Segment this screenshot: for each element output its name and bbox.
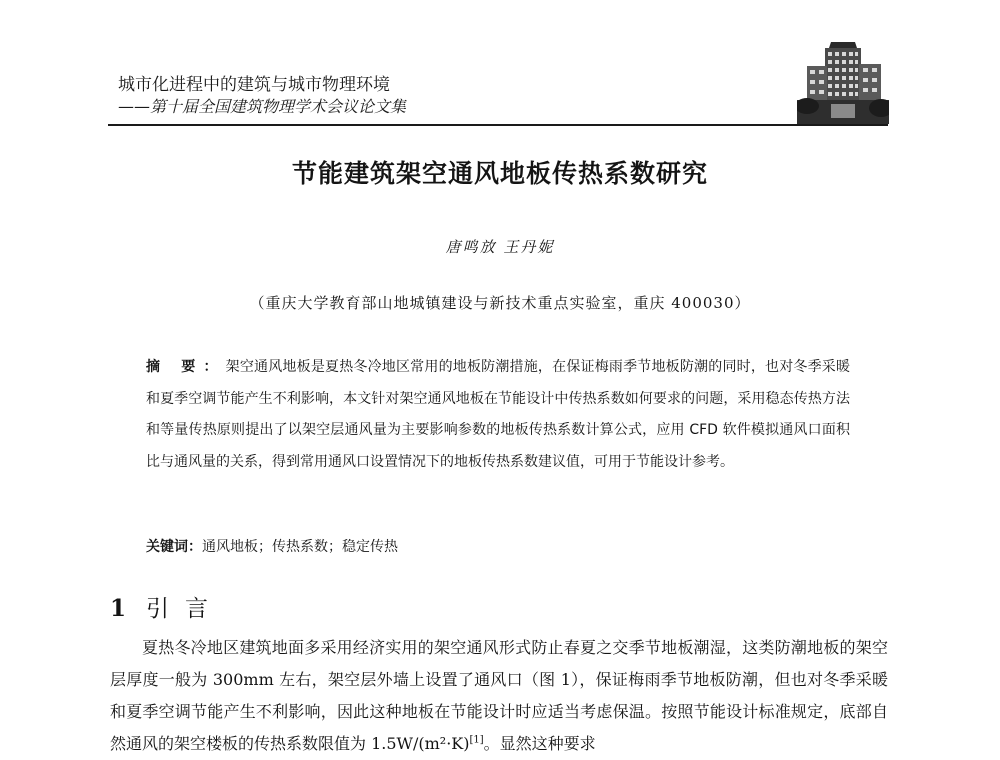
abstract-label: 摘 要： <box>146 359 226 375</box>
section-number: 1 <box>110 595 127 622</box>
paper-title: 节能建筑架空通风地板传热系数研究 <box>291 159 708 188</box>
proceedings-subtitle: ——第十届全国建筑物理学术会议论文集 <box>118 97 407 116</box>
authors: 唐鸣放 王丹妮 <box>445 238 555 256</box>
body-text-continued: 。显然这种要求 <box>483 734 596 753</box>
body-text: 夏热冬冷地区建筑地面多采用经济实用的架空通风形式防止春夏之交季节地板潮湿，这类防潮地板的架空层厚度一般为 300mm 左右，架空层外墙上设置了通风口（图 1），保证梅雨季节地板防潮，但也对冬季采暖和夏季空调节能产生不利影响，因此这种地板在节能设计时应适当考虑保温。按照节能设计标准规定，底部自然通风的架空楼板的传热系数限值为 1.5W/(m²·K) <box>110 638 888 753</box>
proceedings-title: 城市化进程中的建筑与城市物理环境 <box>118 75 390 95</box>
body-paragraph <box>110 632 888 760</box>
abstract-text: 架空通风地板是夏热冬冷地区常用的地板防潮措施，在保证梅雨季节地板防潮的同时，也对冬季采暖和夏季空调节能产生不利影响，本文针对架空通风地板在节能设计中传热系数如何要求的问题，采用稳态传热方法和等量传热原则提出了以架空层通风量为主要影响参数的地板传热系数计算公式，应用 CFD 软件模拟通风口面积比与通风量的关系，得到常用通风口设置情况下的地板传热系数建议值，可用于节能设计参考。 <box>146 359 851 470</box>
section-heading <box>110 590 224 623</box>
keywords-text: 通风地板；传热系数；稳定传热 <box>202 539 398 555</box>
building-logo <box>797 38 889 124</box>
keywords <box>146 536 398 556</box>
section-name: 引言 <box>146 596 225 622</box>
abstract <box>146 352 850 478</box>
header-rule <box>108 124 888 126</box>
affiliation: （重庆大学教育部山地城镇建设与新技术重点实验室，重庆 400030） <box>249 294 751 312</box>
citation-ref: [1] <box>469 734 484 746</box>
keywords-label: 关键词： <box>146 539 202 555</box>
